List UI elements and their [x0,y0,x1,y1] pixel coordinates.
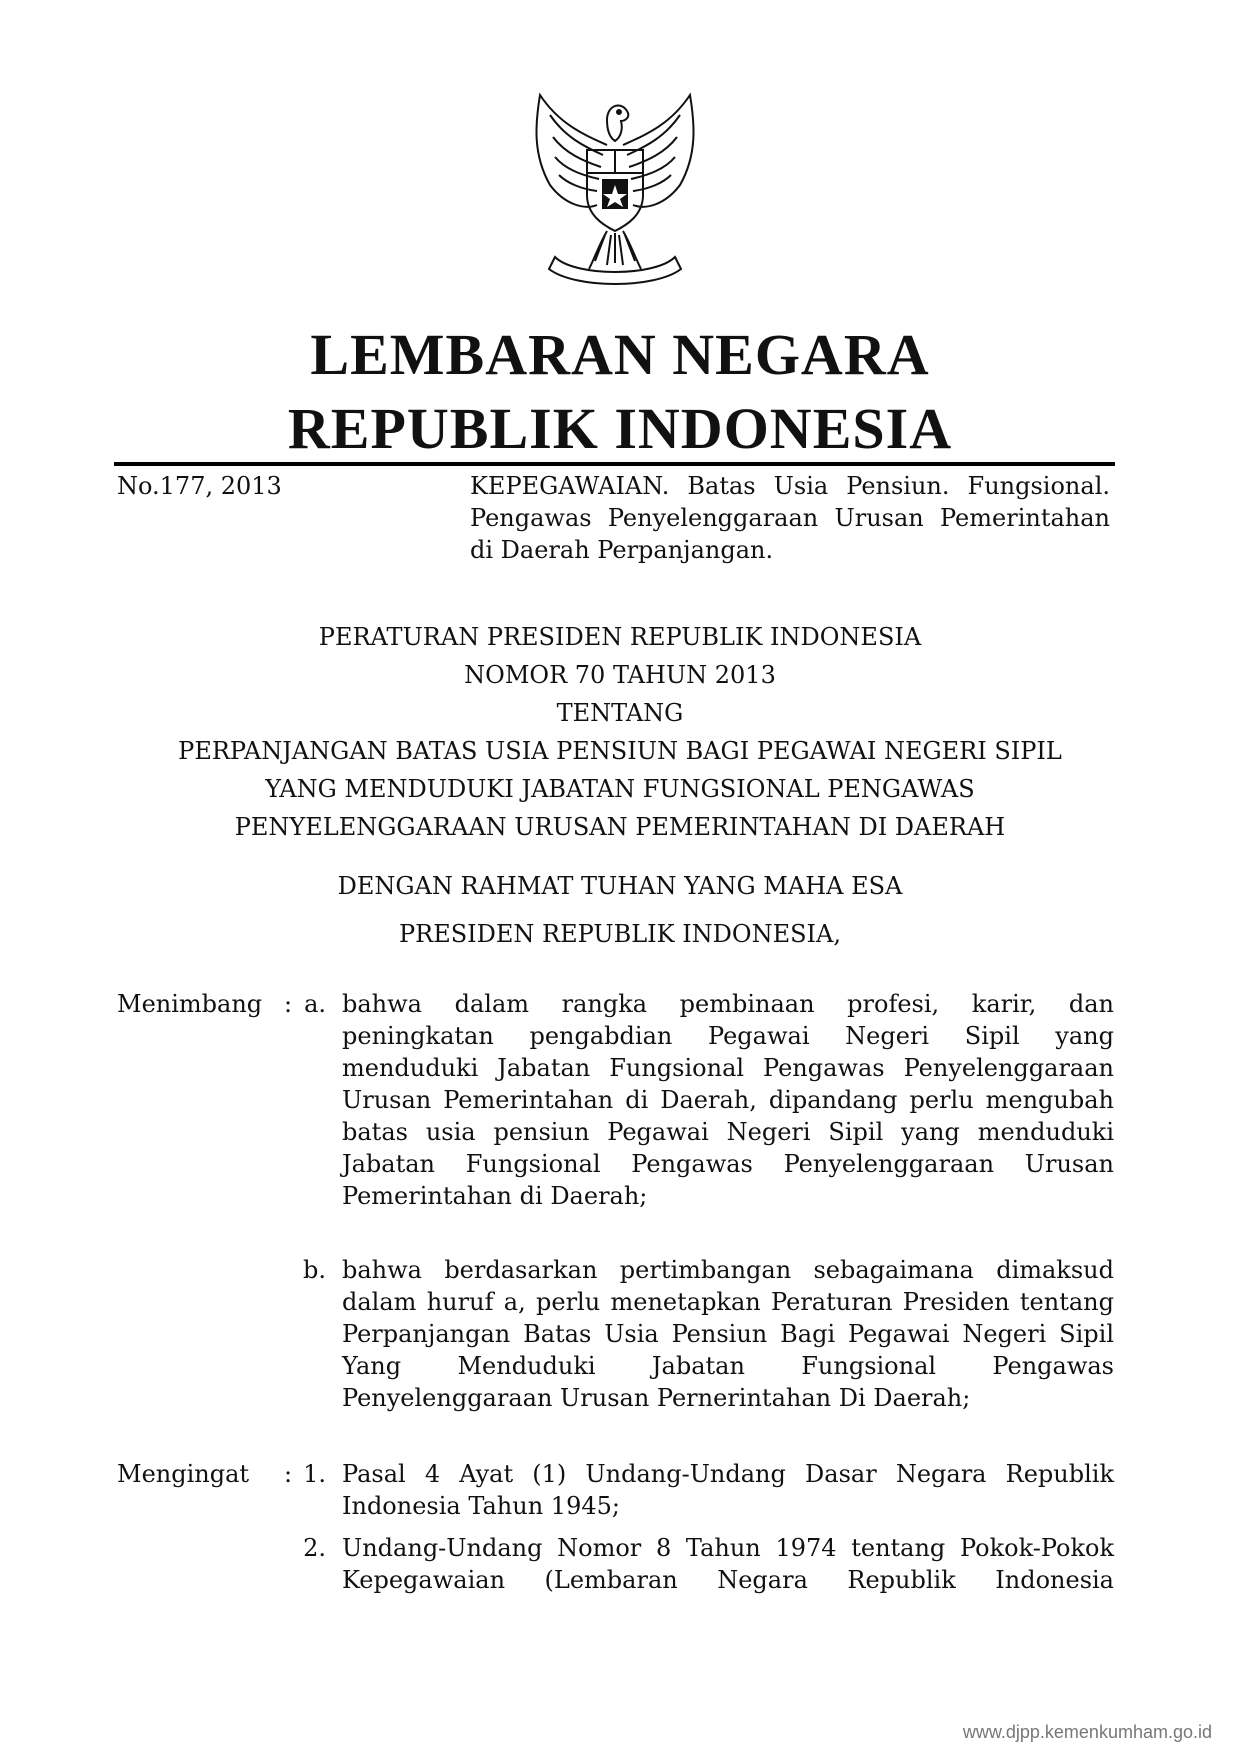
list-item-text: Pasal 4 Ayat (1) Undang-Undang Dasar Negara Republik Indonesia Tahun 1945; [342,1460,1114,1520]
regulation-title [0,618,1240,846]
list-item-marker: 1. [303,1460,326,1488]
garuda-emblem-icon [515,85,715,300]
list-item-marker: b. [303,1256,326,1284]
mengingat-colon: : [284,1460,293,1488]
regulation-subject-line: PENYELENGGARAAN URUSAN PEMERINTAHAN DI DAERAH [234,813,1006,841]
regulation-title-line: PERATURAN PRESIDEN REPUBLIK INDONESIA [318,623,922,651]
masthead-divider [114,462,1115,466]
masthead-title-line1: LEMBARAN NEGARA [310,322,930,387]
regulation-title-line: TENTANG [556,699,684,727]
list-item-text: Undang-Undang Nomor 8 Tahun 1974 tentang Pokok-Pokok Kepegawaian (Lembaran Negara Republik Indonesia [342,1534,1114,1594]
menimbang-label: Menimbang [117,990,263,1018]
list-item-marker: a. [304,990,326,1018]
regulation-number: NOMOR 70 TAHUN 2013 [464,661,776,689]
regulation-subject-line: PERPANJANGAN BATAS USIA PENSIUN BAGI PEGAWAI NEGERI SIPIL [178,737,1062,765]
source-url: www.djpp.kemenkumham.go.id [962,1722,1212,1742]
gazette-subject: KEPEGAWAIAN. Batas Usia Pensiun. Fungsional. Pengawas Penyelenggaraan Urusan Pemerintahan di Daerah Perpanjangan. [470,472,1110,564]
gazette-number: No.177, 2013 [117,472,282,500]
list-item-text: bahwa berdasarkan pertimbangan sebagaimana dimaksud dalam huruf a, perlu menetapkan Peraturan Presiden tentang Perpanjangan Batas Usia Pensiun Bagi Pegawai Negeri Sipil Yang Menduduki Jabatan Fungsional Pengawas Penyelenggaraan Urusan Pernerintahan Di Daerah; [342,1256,1114,1412]
opening-line: PRESIDEN REPUBLIK INDONESIA, [398,920,841,948]
menimbang-colon: : [284,990,293,1018]
list-item-text: bahwa dalam rangka pembinaan profesi, karir, dan peningkatan pengabdian Pegawai Negeri Sipil yang menduduki Jabatan Fungsional Pengawas Penyelenggaraan Urusan Pemerintahan di Daerah, dipandang perlu mengubah batas usia pensiun Pegawai Negeri Sipil yang menduduki Jabatan Fungsional Pengawas Penyelenggaraan Urusan Pemerintahan di Daerah; [342,990,1114,1210]
mengingat-label: Mengingat [117,1460,250,1488]
masthead-title-line2: REPUBLIK INDONESIA [287,396,953,461]
list-item-marker: 2. [303,1534,326,1562]
opening-formula [0,862,1240,958]
regulation-subject-line: YANG MENDUDUKI JABATAN FUNGSIONAL PENGAWAS [265,775,975,803]
opening-line: DENGAN RAHMAT TUHAN YANG MAHA ESA [337,872,903,900]
